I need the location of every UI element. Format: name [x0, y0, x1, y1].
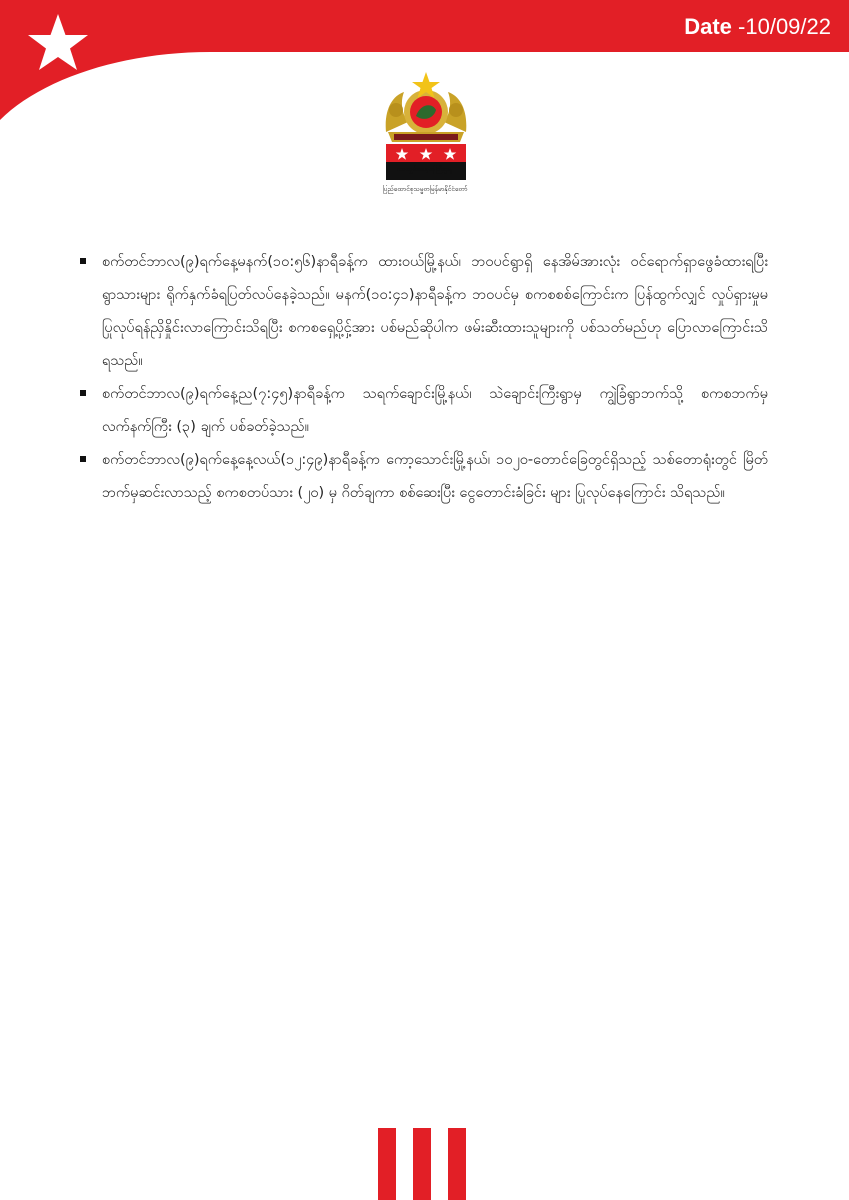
- bullet-item: [80, 444, 768, 510]
- bullet-item: [80, 378, 768, 444]
- square-bullet-icon: [80, 258, 86, 264]
- date-value: -10/09/22: [738, 14, 831, 39]
- emblem-caption: ကားလွှမ်းဆော့ဝန်ကြီးဌာန: [397, 166, 453, 173]
- bullet-text: စက်တင်ဘာလ(၉)ရက်နေ့မနက်(၁၀:၅၆)နာရီခန့်က ထားဝယ်မြို့နယ်၊ ဘဝပင်ရွာရှိ နေအိမ်အားလုံး ဝင်ရောက်ရှာဖွေခံထားရပြီး ရွာသားများ ရိုက်နှက်ခံရပြတ်လပ်နေခဲ့သည်။ မနက်(၁၀:၄၁)နာရီခန့်က ဘဝပင်မှ စကစစစ်ကြောင်းက ပြန်ထွက်လျှင် လှုပ်ရှားမှုမပြုလုပ်ရန်ညှိနှိုင်းလာကြောင်းသိရပြီး စကစရှေ့ပို့ငှ့်အား ပစ်မည်ဆိုပါက ဖမ်းဆီးထားသူများကို ပစ်သတ်မည်ဟု ပြောလာကြောင်းသိရသည်။: [102, 254, 768, 369]
- bullet-item: [80, 246, 768, 378]
- square-bullet-icon: [80, 390, 86, 396]
- date-line: [684, 14, 831, 40]
- bullet-text: စက်တင်ဘာလ(၉)ရက်နေ့ည(၇:၄၅)နာရီခန့်က သရက်ချောင်းမြို့နယ်၊ သဲချောင်းကြီးရွာမှ ကျွဲခြံရွာဘက်သို့ စကစဘက်မှ လက်နက်ကြီး (၃) ချက် ပစ်ခတ်ခဲ့သည်။: [102, 386, 768, 435]
- square-bullet-icon: [80, 456, 86, 462]
- news-bullets: [80, 246, 768, 510]
- bullet-text: စက်တင်ဘာလ(၉)ရက်နေ့နေ့လယ်(၁၂:၄၉)နာရီခန့်က ကော့သောင်းမြို့နယ်၊ ၁၀၂၀-တောင်ခြေတွင်ရှိသည့် သစ်တောရုံးတွင် မြိတ်ဘက်မှဆင်းလာသည့် စကစတပ်သား (၂၀) မှ ဂိတ်ချကာ စစ်ဆေးပြီး ငွေတောင်းခံခြင်း များ ပြုလုပ်နေကြောင်း သိရသည်။: [102, 452, 768, 501]
- emblem-subcaption: ပြည်ထောင်စုသမ္မတမြန်မာနိုင်ငံတော်: [382, 185, 468, 193]
- date-label: Date: [684, 14, 732, 39]
- party-emblem-icon: [382, 70, 470, 200]
- footer-stripes-icon: [378, 1128, 466, 1200]
